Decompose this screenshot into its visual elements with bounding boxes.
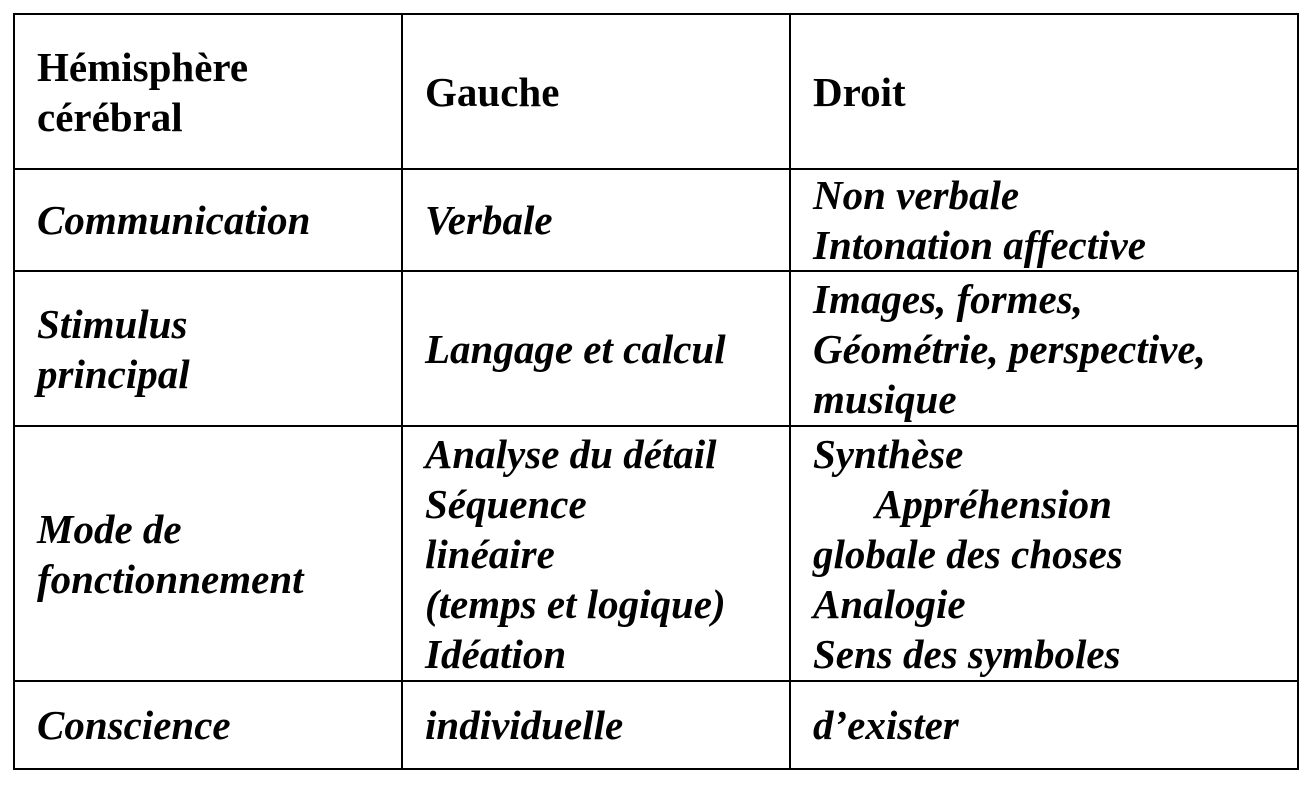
droit-line: Images, formes,: [813, 275, 1083, 322]
droit-cell: [790, 681, 1298, 769]
header-gauche-cell: [402, 14, 790, 169]
gauche-cell: [402, 681, 790, 769]
gauche-line: linéaire: [425, 530, 555, 577]
row-label-cell: [14, 271, 402, 426]
gauche-line: Analyse du détail: [425, 430, 717, 477]
header-hemisphere-cell: [14, 14, 402, 169]
droit-line: Appréhension: [875, 480, 1112, 527]
droit-line: Intonation affective: [813, 222, 1146, 268]
table-row: [14, 681, 1298, 769]
droit-line: musique: [813, 375, 957, 422]
row-label-line: Conscience: [37, 702, 231, 748]
header-hemisphere-line: cérébral: [37, 93, 183, 140]
gauche-cell: [402, 426, 790, 681]
droit-line: Analogie: [813, 580, 966, 627]
gauche-line: Langage et calcul: [425, 325, 726, 372]
header-droit-cell: [790, 14, 1298, 169]
header-hemisphere-line: Hémisphère: [37, 43, 249, 90]
droit-line: d’exister: [813, 702, 959, 748]
gauche-line: individuelle: [425, 702, 624, 748]
gauche-line: Verbale: [425, 197, 553, 243]
row-label-line: Stimulus: [37, 300, 188, 347]
row-label-line: Mode de: [37, 505, 182, 552]
table-header-row: [14, 14, 1298, 169]
row-label-line: Communication: [37, 197, 311, 243]
row-label-cell: [14, 681, 402, 769]
hemisphere-comparison-table: [13, 13, 1299, 770]
droit-line: globale des choses: [813, 530, 1123, 577]
droit-line: Géométrie, perspective,: [813, 325, 1206, 372]
table-row: [14, 426, 1298, 681]
droit-line: Synthèse: [813, 430, 964, 477]
gauche-cell: [402, 169, 790, 271]
droit-cell: [790, 426, 1298, 681]
row-label-line: fonctionnement: [37, 555, 304, 602]
gauche-line: Idéation: [425, 630, 567, 677]
droit-line: Sens des symboles: [813, 630, 1121, 677]
row-label-cell: [14, 169, 402, 271]
droit-cell: [790, 271, 1298, 426]
table-row: [14, 271, 1298, 426]
row-label-line: principal: [37, 350, 190, 397]
gauche-cell: [402, 271, 790, 426]
gauche-line: (temps et logique): [425, 580, 726, 627]
droit-cell: [790, 169, 1298, 271]
header-gauche-label: Gauche: [425, 68, 560, 115]
gauche-line: Séquence: [425, 480, 587, 527]
droit-line: Non verbale: [813, 172, 1020, 218]
header-droit-label: Droit: [813, 68, 906, 115]
row-label-cell: [14, 426, 402, 681]
table-row: [14, 169, 1298, 271]
